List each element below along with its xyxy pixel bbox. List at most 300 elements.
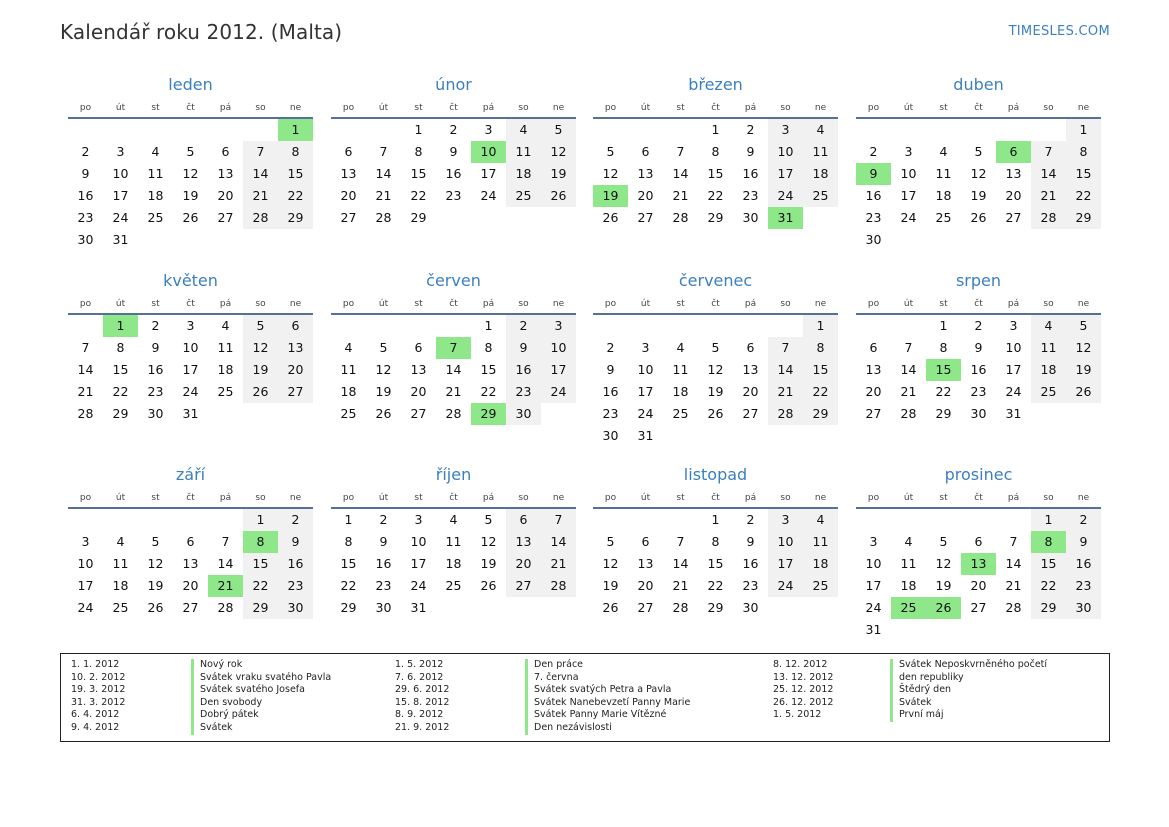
empty-cell [891, 119, 926, 141]
weekday-label: čt [449, 493, 458, 503]
day-cell: 14 [768, 359, 803, 381]
days-grid [593, 315, 838, 447]
day-cell: 29 [340, 600, 357, 615]
day-cell: 23 [506, 381, 541, 403]
day-cell: 2 [81, 144, 90, 159]
holiday-day: 25 [891, 597, 926, 619]
empty-cell [663, 119, 698, 141]
day-cell: 10 [182, 340, 199, 355]
weekday-label: čt [449, 103, 458, 113]
empty-cell [68, 119, 103, 141]
day-cell: 8 [344, 534, 353, 549]
holiday-date: 1. 5. 2012 [773, 709, 822, 721]
weekday-label: st [676, 103, 685, 113]
day-cell: 2 [746, 512, 755, 527]
day-cell: 27 [637, 210, 654, 225]
day-cell: 23 [445, 188, 462, 203]
day-cell: 8 [414, 144, 423, 159]
days-grid [856, 509, 1101, 641]
day-cell: 9 [606, 362, 615, 377]
day-cell: 15 [340, 556, 357, 571]
weekday-label: po [867, 103, 880, 113]
weekday-header [593, 101, 838, 119]
month-name: leden [168, 75, 213, 94]
day-cell: 19 [480, 556, 497, 571]
day-cell: 20 [506, 553, 541, 575]
weekday-label: so [255, 493, 266, 503]
day-cell: 12 [602, 166, 619, 181]
weekday-label: so [518, 493, 529, 503]
empty-cell [593, 119, 628, 141]
days-grid [593, 509, 838, 619]
day-cell: 2 [379, 512, 388, 527]
day-cell: 26 [375, 406, 392, 421]
day-cell: 13 [410, 362, 427, 377]
month-2 [331, 75, 576, 229]
month-name: únor [435, 75, 472, 94]
weekday-label: pá [744, 493, 757, 503]
day-cell: 9 [1066, 531, 1101, 553]
holiday-day: 29 [471, 403, 506, 425]
empty-cell [208, 509, 243, 531]
day-cell: 25 [147, 210, 164, 225]
day-cell: 22 [243, 575, 278, 597]
weekday-label: pá [482, 493, 495, 503]
empty-cell [401, 315, 436, 337]
day-cell: 28 [900, 406, 917, 421]
holiday-date: 9. 4. 2012 [71, 721, 120, 733]
weekday-label: pá [744, 103, 757, 113]
day-cell: 24 [410, 578, 427, 593]
day-cell: 16 [970, 362, 987, 377]
day-cell: 2 [1066, 509, 1101, 531]
day-cell: 26 [970, 210, 987, 225]
holiday-name: Svátek svatého Josefa [191, 684, 305, 697]
holiday-date: 6. 4. 2012 [71, 709, 120, 721]
holiday-name: Svátek [890, 697, 932, 710]
day-cell: 3 [116, 144, 125, 159]
day-cell: 11 [445, 534, 462, 549]
day-cell: 9 [449, 144, 458, 159]
day-cell: 17 [637, 384, 654, 399]
day-cell: 14 [1005, 556, 1022, 571]
day-cell: 16 [506, 359, 541, 381]
page-title: Kalendář roku 2012. (Malta) [60, 20, 343, 44]
holiday-date: 25. 12. 2012 [773, 684, 834, 696]
day-cell: 20 [742, 384, 759, 399]
month-4 [856, 75, 1101, 251]
month-name: duben [953, 75, 1004, 94]
weekday-label: ne [289, 493, 302, 503]
weekday-label: út [640, 103, 651, 113]
day-cell: 19 [375, 384, 392, 399]
holiday-date: 7. 6. 2012 [395, 671, 444, 683]
weekday-label: čt [711, 103, 720, 113]
day-cell: 24 [480, 188, 497, 203]
empty-cell [366, 315, 401, 337]
day-cell: 28 [243, 207, 278, 229]
weekday-label: po [867, 493, 880, 503]
day-cell: 21 [672, 188, 689, 203]
day-cell: 6 [278, 315, 313, 337]
day-cell: 3 [484, 122, 493, 137]
day-cell: 6 [186, 534, 195, 549]
weekday-label: st [676, 493, 685, 503]
day-cell: 12 [935, 556, 952, 571]
weekday-label: so [518, 299, 529, 309]
weekday-label: st [939, 299, 948, 309]
day-cell: 23 [742, 578, 759, 593]
weekday-label: pá [1007, 493, 1020, 503]
day-cell: 28 [672, 210, 689, 225]
day-cell: 28 [445, 406, 462, 421]
day-cell: 4 [344, 340, 353, 355]
weekday-label: út [115, 493, 126, 503]
holiday-date: 10. 2. 2012 [71, 671, 126, 683]
day-cell: 3 [768, 509, 803, 531]
empty-cell [68, 315, 103, 337]
day-cell: 5 [1066, 315, 1101, 337]
day-cell: 28 [77, 406, 94, 421]
day-cell: 14 [672, 556, 689, 571]
day-cell: 6 [221, 144, 230, 159]
weekday-label: po [604, 299, 617, 309]
day-cell: 12 [375, 362, 392, 377]
day-cell: 20 [1005, 188, 1022, 203]
day-cell: 18 [1031, 359, 1066, 381]
day-cell: 21 [1005, 578, 1022, 593]
day-cell: 25 [672, 406, 689, 421]
day-cell: 30 [375, 600, 392, 615]
day-cell: 4 [151, 144, 160, 159]
month-8 [856, 271, 1101, 425]
day-cell: 11 [803, 141, 838, 163]
day-cell: 7 [904, 340, 913, 355]
day-cell: 10 [900, 166, 917, 181]
day-cell: 29 [935, 406, 952, 421]
day-cell: 22 [1066, 185, 1101, 207]
weekday-label: so [1043, 493, 1054, 503]
holiday-name: Svátek vraku svatého Pavla [191, 672, 331, 685]
day-cell: 15 [410, 166, 427, 181]
day-cell: 7 [221, 534, 230, 549]
weekday-label: po [604, 103, 617, 113]
day-cell: 11 [803, 531, 838, 553]
day-cell: 12 [147, 556, 164, 571]
day-cell: 17 [768, 163, 803, 185]
day-cell: 8 [1066, 141, 1101, 163]
day-cell: 15 [1066, 163, 1101, 185]
day-cell: 14 [243, 163, 278, 185]
day-cell: 29 [278, 207, 313, 229]
day-cell: 2 [449, 122, 458, 137]
day-cell: 15 [707, 166, 724, 181]
weekday-label: pá [1007, 103, 1020, 113]
weekday-label: út [640, 493, 651, 503]
day-cell: 26 [602, 600, 619, 615]
day-cell: 6 [414, 340, 423, 355]
day-cell: 19 [1066, 359, 1101, 381]
day-cell: 22 [803, 381, 838, 403]
holiday-date: 29. 6. 2012 [395, 684, 450, 696]
holiday-date: 8. 12. 2012 [773, 659, 828, 670]
day-cell: 18 [112, 578, 129, 593]
month-11 [593, 465, 838, 619]
day-cell: 29 [243, 597, 278, 619]
day-cell: 10 [768, 531, 803, 553]
day-cell: 27 [970, 600, 987, 615]
weekday-label: ne [552, 103, 565, 113]
day-cell: 5 [484, 512, 493, 527]
day-cell: 1 [344, 512, 353, 527]
site-link[interactable]: TIMESLES.COM [1008, 24, 1110, 39]
day-cell: 29 [707, 210, 724, 225]
day-cell: 20 [865, 384, 882, 399]
empty-cell [856, 509, 891, 531]
days-grid [331, 119, 576, 229]
day-cell: 10 [768, 141, 803, 163]
holiday-day: 21 [208, 575, 243, 597]
day-cell: 22 [935, 384, 952, 399]
day-cell: 10 [1005, 340, 1022, 355]
day-cell: 27 [278, 381, 313, 403]
weekday-header [856, 101, 1101, 119]
weekday-label: ne [289, 103, 302, 113]
day-cell: 24 [900, 210, 917, 225]
day-cell: 4 [221, 318, 230, 333]
days-grid [331, 315, 576, 425]
weekday-label: pá [482, 103, 495, 113]
holiday-day: 7 [436, 337, 471, 359]
month-name: říjen [435, 465, 472, 484]
weekday-label: út [378, 493, 389, 503]
month-name: červenec [678, 271, 753, 290]
day-cell: 30 [506, 403, 541, 425]
day-cell: 17 [112, 188, 129, 203]
weekday-label: po [79, 103, 92, 113]
day-cell: 20 [410, 384, 427, 399]
empty-cell [961, 509, 996, 531]
days-grid [68, 315, 313, 425]
holiday-date: 1. 5. 2012 [395, 659, 444, 670]
day-cell: 17 [865, 578, 882, 593]
day-cell: 1 [243, 509, 278, 531]
day-cell: 17 [410, 556, 427, 571]
holiday-day: 31 [768, 207, 803, 229]
day-cell: 26 [182, 210, 199, 225]
day-cell: 18 [935, 188, 952, 203]
empty-cell [961, 119, 996, 141]
weekday-label: ne [552, 299, 565, 309]
day-cell: 22 [112, 384, 129, 399]
empty-cell [68, 509, 103, 531]
day-cell: 8 [803, 337, 838, 359]
holiday-day: 1 [278, 119, 313, 141]
weekday-label: út [378, 299, 389, 309]
day-cell: 1 [414, 122, 423, 137]
day-cell: 4 [803, 509, 838, 531]
day-cell: 31 [112, 232, 129, 247]
day-cell: 25 [340, 406, 357, 421]
day-cell: 3 [1009, 318, 1018, 333]
weekday-label: út [115, 299, 126, 309]
day-cell: 19 [147, 578, 164, 593]
day-cell: 22 [340, 578, 357, 593]
weekday-label: st [151, 299, 160, 309]
holiday-name: den republiky [890, 672, 964, 685]
day-cell: 24 [637, 406, 654, 421]
day-cell: 31 [865, 622, 882, 637]
day-cell: 7 [541, 509, 576, 531]
weekday-label: pá [1007, 299, 1020, 309]
day-cell: 3 [414, 512, 423, 527]
day-cell: 8 [116, 340, 125, 355]
empty-cell [926, 119, 961, 141]
days-grid [593, 119, 838, 229]
day-cell: 15 [480, 362, 497, 377]
day-cell: 22 [1031, 575, 1066, 597]
weekday-label: út [115, 103, 126, 113]
day-cell: 1 [939, 318, 948, 333]
empty-cell [733, 315, 768, 337]
day-cell: 17 [1005, 362, 1022, 377]
weekday-header [331, 491, 576, 509]
weekday-label: čt [186, 103, 195, 113]
month-name: červen [426, 271, 481, 290]
day-cell: 9 [746, 534, 755, 549]
day-cell: 27 [1005, 210, 1022, 225]
weekday-label: ne [1077, 493, 1090, 503]
empty-cell [856, 315, 891, 337]
day-cell: 8 [939, 340, 948, 355]
day-cell: 8 [711, 534, 720, 549]
day-cell: 2 [506, 315, 541, 337]
holiday-day: 8 [243, 531, 278, 553]
day-cell: 28 [768, 403, 803, 425]
day-cell: 28 [375, 210, 392, 225]
day-cell: 14 [217, 556, 234, 571]
weekday-label: čt [449, 299, 458, 309]
day-cell: 10 [541, 337, 576, 359]
days-grid [68, 119, 313, 251]
month-name: listopad [683, 465, 748, 484]
day-cell: 12 [182, 166, 199, 181]
holiday-name: Svátek Panny Marie Vítězné [525, 709, 666, 722]
day-cell: 16 [1066, 553, 1101, 575]
day-cell: 21 [445, 384, 462, 399]
day-cell: 8 [484, 340, 493, 355]
weekday-label: po [79, 299, 92, 309]
day-cell: 28 [1031, 207, 1066, 229]
day-cell: 27 [182, 600, 199, 615]
empty-cell [663, 509, 698, 531]
day-cell: 14 [445, 362, 462, 377]
day-cell: 15 [803, 359, 838, 381]
weekday-label: ne [289, 299, 302, 309]
month-name: září [175, 465, 206, 484]
empty-cell [628, 509, 663, 531]
day-cell: 24 [768, 185, 803, 207]
day-cell: 6 [641, 144, 650, 159]
day-cell: 13 [278, 337, 313, 359]
empty-cell [138, 119, 173, 141]
day-cell: 30 [278, 597, 313, 619]
day-cell: 21 [77, 384, 94, 399]
day-cell: 17 [768, 553, 803, 575]
day-cell: 5 [974, 144, 983, 159]
day-cell: 16 [602, 384, 619, 399]
day-cell: 12 [970, 166, 987, 181]
day-cell: 12 [541, 141, 576, 163]
holiday-day: 8 [1031, 531, 1066, 553]
holiday-name: Dobrý pátek [191, 709, 259, 722]
day-cell: 9 [746, 144, 755, 159]
day-cell: 4 [803, 119, 838, 141]
day-cell: 26 [480, 578, 497, 593]
holiday-day: 26 [926, 597, 961, 619]
empty-cell [593, 509, 628, 531]
weekday-label: st [939, 103, 948, 113]
weekday-label: pá [482, 299, 495, 309]
day-cell: 19 [970, 188, 987, 203]
day-cell: 7 [676, 144, 685, 159]
day-cell: 12 [707, 362, 724, 377]
holiday-day: 19 [593, 185, 628, 207]
day-cell: 30 [970, 406, 987, 421]
day-cell: 1 [711, 122, 720, 137]
weekday-label: st [939, 493, 948, 503]
day-cell: 31 [410, 600, 427, 615]
day-cell: 28 [672, 600, 689, 615]
day-cell: 26 [602, 210, 619, 225]
empty-cell [103, 509, 138, 531]
holiday-date: 19. 3. 2012 [71, 684, 126, 696]
day-cell: 4 [939, 144, 948, 159]
day-cell: 16 [445, 166, 462, 181]
holiday-day: 13 [961, 553, 996, 575]
weekday-label: út [903, 103, 914, 113]
day-cell: 19 [707, 384, 724, 399]
day-cell: 9 [974, 340, 983, 355]
weekday-header [593, 297, 838, 315]
day-cell: 20 [637, 578, 654, 593]
empty-cell [173, 119, 208, 141]
month-10 [331, 465, 576, 619]
day-cell: 11 [1031, 337, 1066, 359]
day-cell: 25 [803, 575, 838, 597]
weekday-label: ne [814, 493, 827, 503]
weekday-label: ne [814, 299, 827, 309]
day-cell: 11 [112, 556, 129, 571]
day-cell: 5 [541, 119, 576, 141]
day-cell: 16 [375, 556, 392, 571]
day-cell: 27 [637, 600, 654, 615]
day-cell: 27 [865, 406, 882, 421]
day-cell: 2 [869, 144, 878, 159]
day-cell: 25 [935, 210, 952, 225]
day-cell: 23 [375, 578, 392, 593]
day-cell: 18 [340, 384, 357, 399]
day-cell: 20 [217, 188, 234, 203]
empty-cell [331, 315, 366, 337]
holiday-name: Den svobody [191, 697, 262, 710]
day-cell: 7 [243, 141, 278, 163]
day-cell: 31 [637, 428, 654, 443]
day-cell: 22 [480, 384, 497, 399]
holiday-name: Svátek Neposkvrněného početí [890, 659, 1047, 672]
day-cell: 13 [340, 166, 357, 181]
day-cell: 23 [742, 188, 759, 203]
